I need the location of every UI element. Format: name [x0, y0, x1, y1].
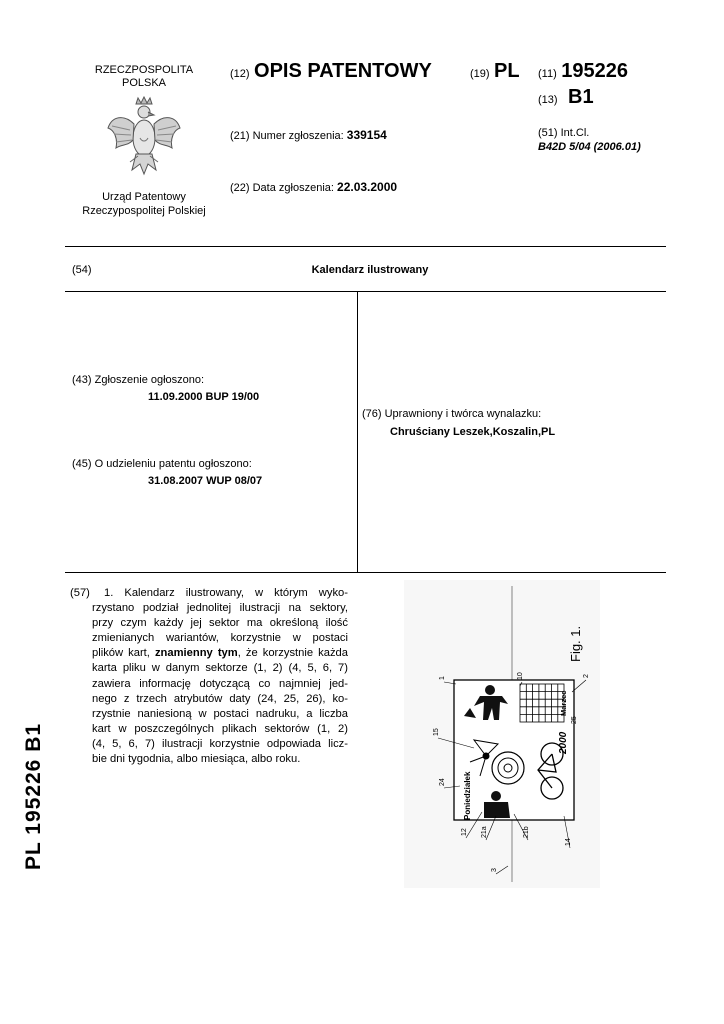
filing-date-row [230, 180, 397, 194]
ref-15: 15 [433, 728, 440, 736]
code-13: (13) [538, 94, 558, 106]
country-code: PL [494, 60, 520, 82]
announced-value: 11.09.2000 BUP 19/00 [148, 391, 260, 403]
kind-code-row [538, 86, 594, 109]
divider-bottom [65, 572, 666, 573]
code-19: (19) [470, 68, 490, 80]
filing-date-label: (22) Data zgłoszenia: [230, 182, 334, 194]
ref-10: 10 [517, 672, 524, 680]
announced-label: (43) Zgłoszenie ogłoszono: [72, 374, 205, 386]
abstract-line-with-bold [92, 646, 348, 661]
application-number-label: (21) Numer zgłoszenia: [230, 130, 344, 142]
side-patent-code: PL 195226 B1 [22, 722, 45, 870]
abstract-bold-phrase: znamienny tym [154, 647, 238, 660]
figure-card-outline [454, 680, 574, 820]
code-54: (54) [72, 264, 92, 276]
patent-office-name [72, 190, 216, 218]
eagle-emblem-icon [104, 94, 184, 182]
country-code-row [470, 60, 520, 83]
doc-type-title: OPIS PATENTOWY [254, 60, 432, 82]
office-line-2: Rzeczypospolitej Polskiej [82, 205, 206, 217]
figure-drawing [404, 580, 600, 888]
abstract-line: bie dni tygodnia, albo miesiąca, albo roku. [92, 753, 301, 766]
ref-21b: 21b [523, 826, 530, 838]
filing-date: 22.03.2000 [337, 180, 398, 194]
abstract-line: karta pliku w danym sektorze (1, 2) (4, 5, 6, 7) [92, 662, 348, 675]
ref-12: 12 [461, 828, 468, 836]
divider-vertical [357, 291, 358, 572]
abstract-line: (4, 5, 6, 7) ilustracji korzystnie odpowiada licz- [92, 737, 348, 750]
ref-24: 24 [439, 778, 446, 786]
country-name [80, 64, 208, 90]
owner-label: (76) Uprawniony i twórca wynalazku: [362, 408, 542, 420]
abstract-line: rzystano podział jednolitej ilustracji na sektory, [92, 602, 348, 615]
ipc-block [538, 126, 641, 154]
divider-top [65, 246, 666, 247]
abstract-line-start: plików kart, [92, 647, 150, 660]
abstract-line-end: , że korzystnie każda [237, 647, 348, 660]
application-number: 339154 [346, 128, 387, 142]
office-line-1: Urząd Patentowy [102, 191, 186, 203]
abstract [70, 586, 348, 767]
figure-label-month: Marzec [559, 690, 568, 716]
abstract-line: rzystnie naniesioną w postaci nadruku, a liczba [92, 707, 348, 720]
ref-2: 2 [583, 674, 590, 678]
application-number-row [230, 128, 387, 142]
country-line-1: RZECZPOSPOLITA [94, 64, 194, 76]
owner-value: Chruściany Leszek,Koszalin,PL [390, 426, 556, 438]
ref-3: 3 [491, 868, 498, 872]
ref-25: 25 [571, 716, 578, 724]
abstract-line: kart w poszczególnych plikach sektorów (1, 2) [92, 722, 348, 735]
ipc-label: (51) Int.Cl. [538, 127, 590, 139]
ref-1: 1 [439, 676, 446, 680]
abstract-line: 1. Kalendarz ilustrowany, w którym wyko- [104, 587, 348, 599]
code-57: (57) [70, 587, 90, 599]
ref-21a: 21a [481, 826, 488, 838]
patent-number: 195226 [561, 60, 628, 82]
ref-14: 14 [565, 838, 572, 846]
kind-code: B1 [568, 86, 594, 108]
granted-label: (45) O udzieleniu patentu ogłoszono: [72, 458, 252, 470]
doc-type-row [230, 60, 432, 83]
abstract-line: nego z trzech atrybutów daty (24, 25, 26), ko- [92, 692, 348, 705]
figure-label-year: 2000 [558, 731, 569, 754]
country-line-2: POLSKA [121, 77, 167, 89]
figure-caption: Fig. 1. [568, 625, 583, 662]
ipc-value: B42D 5/04 (2006.01) [538, 141, 641, 153]
patent-number-row [538, 60, 628, 83]
divider-title [65, 291, 666, 292]
abstract-line: zawiera informację dotyczącą co najmniej jed- [92, 677, 348, 690]
invention-title: Kalendarz ilustrowany [311, 264, 429, 276]
abstract-line: zmienianych wariantów, korzystnie w postaci [92, 632, 348, 645]
code-12: (12) [230, 68, 250, 80]
figure-label-weekday: Poniedziałek [463, 771, 472, 820]
abstract-line: przy czym każdy jej sektor ma określoną ilość [92, 617, 348, 630]
code-11: (11) [538, 68, 557, 80]
granted-value: 31.08.2007 WUP 08/07 [148, 475, 263, 487]
